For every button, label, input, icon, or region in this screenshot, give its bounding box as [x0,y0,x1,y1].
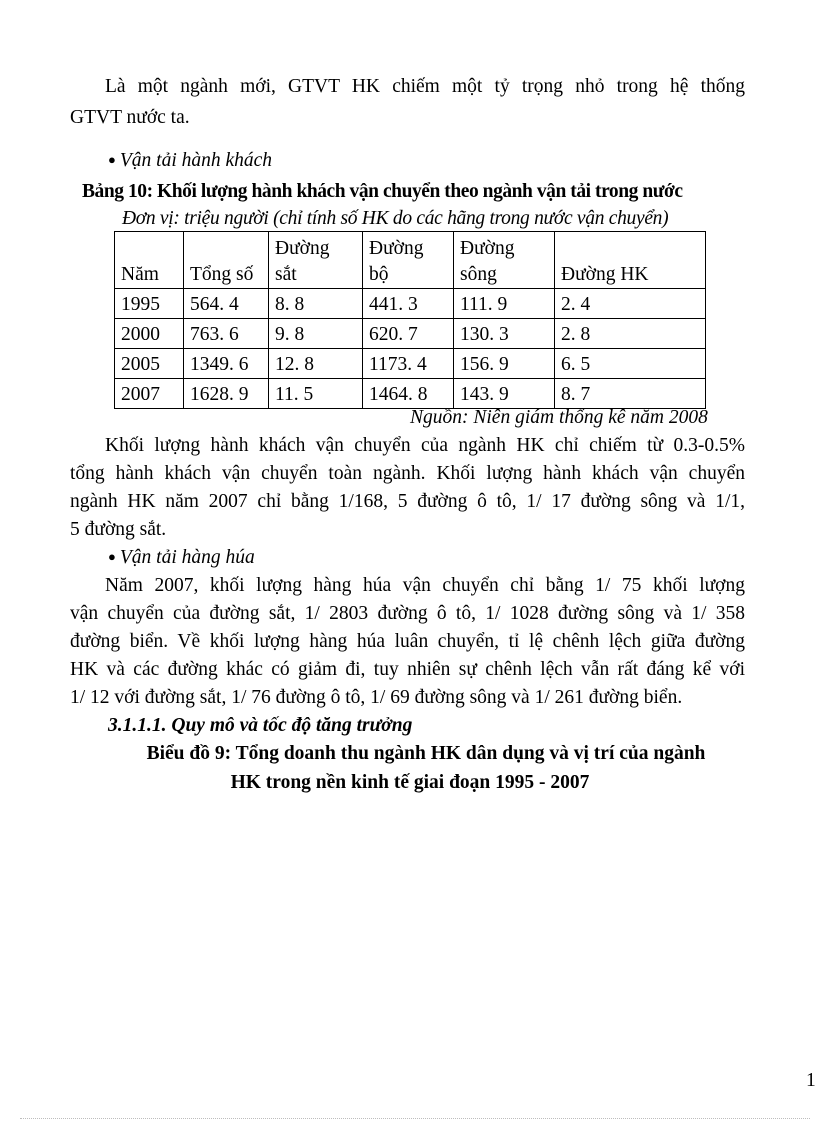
table-cell: 1173. 4 [363,349,454,379]
subsection-heading: 3.1.1.1. Quy mô và tốc độ tăng trưởng [108,715,413,736]
table-cell: 763. 6 [184,319,269,349]
chart-caption-line-2: HK trong nền kinh tế giai đoạn 1995 - 2007 [230,772,590,793]
table-cell: 11. 5 [269,379,363,409]
table-cell: 441. 3 [363,289,454,319]
passenger-paragraph-line-2: tổng hành khách vận chuyển toàn ngành. Khối lượng hành khách vận chuyển [70,463,745,484]
table-title: Bảng 10: Khối lượng hành khách vận chuyển theo ngành vận tải trong nước [82,181,683,202]
header-cell: Đường sông [454,232,555,289]
header-cell: Năm [115,232,184,289]
table-row [115,289,706,319]
table-unit: Đơn vị: triệu người (chỉ tính số HK do các hãng trong nước vận chuyển) [122,208,669,229]
bullet-icon: ● [108,549,116,564]
header-cell: Đường sắt [269,232,363,289]
table-cell: 2005 [115,349,184,379]
table-cell: 8. 8 [269,289,363,319]
table-cell: 2007 [115,379,184,409]
table-cell: 1628. 9 [184,379,269,409]
cargo-paragraph-line-1: Năm 2007, khối lượng hàng húa vận chuyển chỉ bằng 1/ 75 khối lượng [105,575,745,596]
header-cell: Tổng số [184,232,269,289]
table-cell: 143. 9 [454,379,555,409]
table-cell: 8. 7 [555,379,706,409]
table-cell: 2. 8 [555,319,706,349]
page-bottom-divider [20,1118,810,1119]
cargo-heading: ● Vận tải hàng húa [108,547,255,568]
table-cell: 130. 3 [454,319,555,349]
table-cell: 1349. 6 [184,349,269,379]
table-row [115,349,706,379]
table-cell: 12. 8 [269,349,363,379]
chart-caption-line-1: Biểu đồ 9: Tổng doanh thu ngành HK dân dụng và vị trí của ngành [146,743,706,764]
passenger-heading: ● Vận tải hành khách [108,150,273,171]
header-cell: Đường HK [555,232,706,289]
table-cell: 1995 [115,289,184,319]
table-row [115,379,706,409]
table-cell: 620. 7 [363,319,454,349]
passenger-paragraph-line-3: ngành HK năm 2007 chỉ bằng 1/168, 5 đường ô tô, 1/ 17 đường sông và 1/1, [70,491,745,512]
passenger-paragraph-line-1: Khối lượng hành khách vận chuyển của ngành HK chỉ chiếm từ 0.3-0.5% [105,435,745,456]
table-cell: 2. 4 [555,289,706,319]
header-cell: Đường bộ [363,232,454,289]
passenger-paragraph-line-4: 5 đường sắt. [70,519,167,540]
intro-line-1: Là một ngành mới, GTVT HK chiếm một tỷ trọng nhỏ trong hệ thống [105,76,745,97]
table-row [115,319,706,349]
cargo-paragraph-line-2: vận chuyển của đường sắt, 1/ 2803 đường ô tô, 1/ 1028 đường sông và 1/ 358 [70,603,745,624]
table-cell: 156. 9 [454,349,555,379]
intro-line-2: GTVT nước ta. [70,107,190,128]
cargo-paragraph-line-5: 1/ 12 với đường sắt, 1/ 76 đường ô tô, 1/ 69 đường sông và 1/ 261 đường biển. [70,687,683,708]
bullet-icon: ● [108,152,116,167]
table-cell: 564. 4 [184,289,269,319]
cargo-paragraph-line-4: HK và các đường khác có giảm đi, tuy nhiên sự chênh lệch vẫn rất đáng kể với [70,659,745,680]
table-cell: 111. 9 [454,289,555,319]
table-header-row [115,232,706,289]
passenger-volume-table [114,231,706,409]
table-cell: 2000 [115,319,184,349]
table-cell: 6. 5 [555,349,706,379]
cargo-paragraph-line-3: đường biển. Về khối lượng hàng húa luân chuyển, tỉ lệ chênh lệch giữa đường [70,631,745,652]
table-cell: 9. 8 [269,319,363,349]
table-cell: 1464. 8 [363,379,454,409]
page-number: 1 [806,1070,816,1091]
table-source: Nguồn: Niên giám thống kê năm 2008 [410,407,708,428]
